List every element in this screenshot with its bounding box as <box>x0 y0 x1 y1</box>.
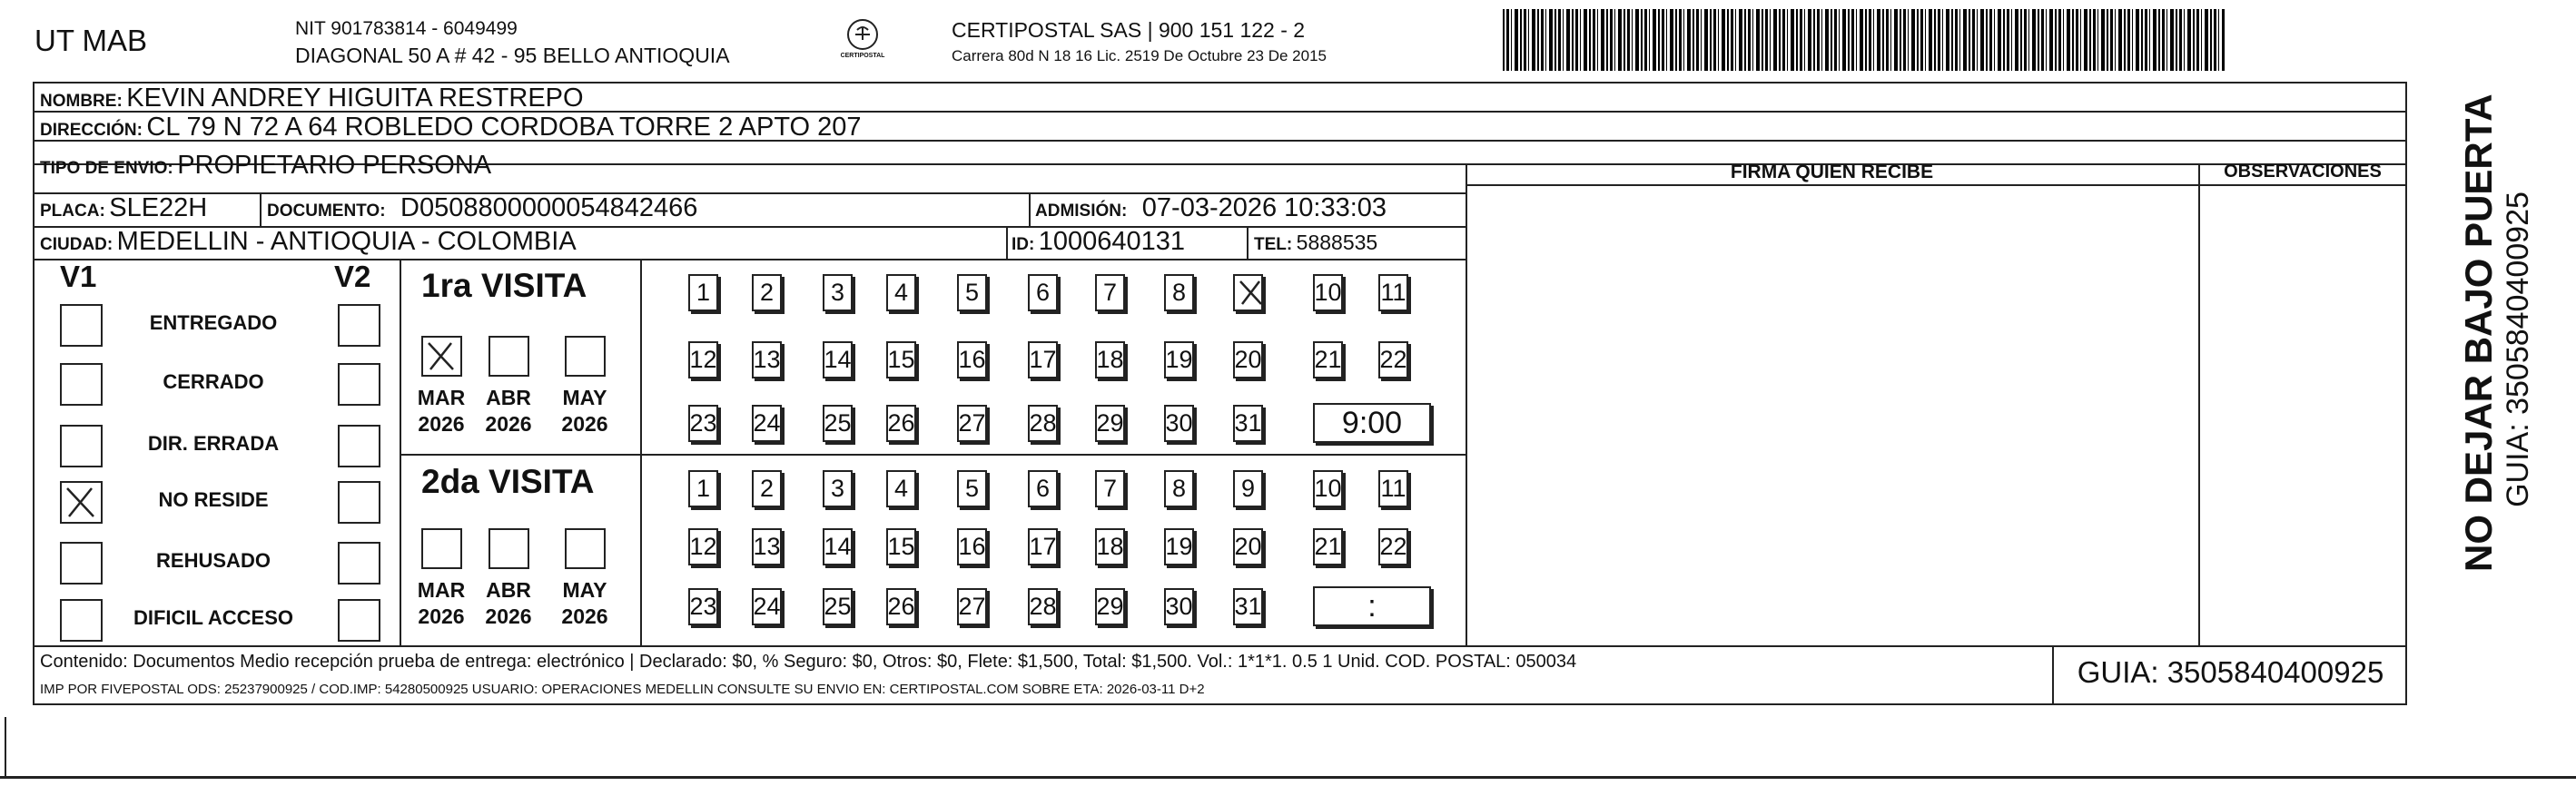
id-label: ID: <box>1012 235 1035 254</box>
month-checkbox[interactable] <box>421 336 462 377</box>
v2-label: V2 <box>334 260 371 293</box>
month-name: MAR <box>417 578 466 602</box>
day-box[interactable]: 20 <box>1233 341 1263 378</box>
v2-checkbox[interactable] <box>338 481 380 524</box>
company-name: CERTIPOSTAL SAS | 900 151 122 - 2 <box>952 18 1306 42</box>
day-box[interactable]: 12 <box>688 341 718 378</box>
day-box[interactable]: 12 <box>688 528 718 565</box>
day-box[interactable]: 17 <box>1028 528 1058 565</box>
day-box[interactable]: 22 <box>1378 341 1408 378</box>
month-checkbox[interactable] <box>489 336 529 377</box>
status-label: DIFICIL ACCESO <box>133 606 293 629</box>
month-label <box>558 385 612 437</box>
day-box[interactable]: 4 <box>886 470 916 507</box>
placa-label: PLACA: <box>40 201 105 221</box>
status-label: ENTREGADO <box>149 311 278 334</box>
day-box[interactable]: 11 <box>1378 274 1408 311</box>
month-year: 2026 <box>485 604 532 628</box>
day-box[interactable]: 29 <box>1095 588 1125 625</box>
month-checkbox[interactable] <box>421 528 462 569</box>
sender-address: DIAGONAL 50 A # 42 - 95 BELLO ANTIOQUIA <box>295 44 730 67</box>
placa-value: SLE22H <box>109 193 208 222</box>
month-year: 2026 <box>561 604 608 628</box>
day-box[interactable]: 1 <box>688 274 718 311</box>
day-box[interactable]: 16 <box>957 341 987 378</box>
day-box[interactable]: 5 <box>957 274 987 311</box>
status-label: DIR. ERRADA <box>147 432 280 455</box>
day-box[interactable]: 8 <box>1164 470 1194 507</box>
id-cell <box>1012 227 1185 257</box>
month-label <box>414 577 469 630</box>
admision-value: 07-03-2026 10:33:03 <box>1141 193 1387 222</box>
month-year: 2026 <box>418 412 465 436</box>
tipo-label: TIPO DE ENVIO: <box>40 159 173 178</box>
day-box[interactable]: 3 <box>823 274 853 311</box>
month-label <box>481 385 536 437</box>
v2-checkbox[interactable] <box>338 304 380 347</box>
v2-checkbox[interactable] <box>338 542 380 585</box>
side-guia: GUIA: 3505840400925 <box>2501 192 2535 507</box>
day-box[interactable]: 2 <box>752 274 782 311</box>
day-box[interactable]: 27 <box>957 405 987 442</box>
nombre-value: KEVIN ANDREY HIGUITA RESTREPO <box>126 84 584 113</box>
day-box[interactable]: 21 <box>1313 341 1343 378</box>
day-box[interactable]: 26 <box>886 405 916 442</box>
handwritten-x-mark <box>1235 276 1268 309</box>
day-box[interactable]: 28 <box>1028 405 1058 442</box>
month-year: 2026 <box>485 412 532 436</box>
status-label: NO RESIDE <box>158 488 269 511</box>
status-label: CERRADO <box>163 370 264 393</box>
month-name: MAY <box>562 578 607 602</box>
day-box[interactable]: 21 <box>1313 528 1343 565</box>
day-box[interactable]: 8 <box>1164 274 1194 311</box>
month-year: 2026 <box>561 412 608 436</box>
nombre-row <box>40 84 584 113</box>
documento-value: D0508800000054842466 <box>400 193 698 222</box>
day-box[interactable]: 24 <box>752 588 782 625</box>
ciudad-value: MEDELLIN - ANTIOQUIA - COLOMBIA <box>116 227 577 256</box>
certipostal-logo <box>835 16 890 66</box>
day-box[interactable]: 7 <box>1095 274 1125 311</box>
day-box[interactable]: 25 <box>823 588 853 625</box>
day-box[interactable]: 18 <box>1095 528 1125 565</box>
time-box[interactable]: : <box>1313 586 1431 626</box>
handwritten-x-mark <box>423 338 460 375</box>
day-box[interactable]: 28 <box>1028 588 1058 625</box>
day-box[interactable]: 31 <box>1233 405 1263 442</box>
month-name: ABR <box>486 386 531 409</box>
tipo-value: PROPIETARIO PERSONA <box>177 151 492 180</box>
firma-header: FIRMA QUIEN RECIBE <box>1730 162 1934 182</box>
day-box[interactable]: 19 <box>1164 341 1194 378</box>
direccion-row <box>40 113 862 142</box>
day-box[interactable]: 19 <box>1164 528 1194 565</box>
month-checkbox[interactable] <box>489 528 529 569</box>
direccion-label: DIRECCIÓN: <box>40 121 143 140</box>
documento-cell <box>267 193 697 223</box>
month-label <box>558 577 612 630</box>
nombre-label: NOMBRE: <box>40 92 123 111</box>
ciudad-label: CIUDAD: <box>40 235 114 254</box>
day-box[interactable]: 11 <box>1378 470 1408 507</box>
day-box[interactable]: 13 <box>752 341 782 378</box>
month-year: 2026 <box>418 604 465 628</box>
day-box[interactable]: 23 <box>688 405 718 442</box>
barcode <box>1503 9 2225 71</box>
day-box[interactable]: 27 <box>957 588 987 625</box>
observaciones-header: OBSERVACIONES <box>2224 162 2382 182</box>
day-box[interactable]: 18 <box>1095 341 1125 378</box>
tel-value: 5888535 <box>1296 231 1378 254</box>
day-box[interactable]: 4 <box>886 274 916 311</box>
admision-cell <box>1035 193 1387 223</box>
ciudad-cell <box>40 227 577 257</box>
month-name: MAY <box>562 386 607 409</box>
v2-checkbox[interactable] <box>338 425 380 467</box>
day-box[interactable]: 6 <box>1028 274 1058 311</box>
day-box[interactable]: 3 <box>823 470 853 507</box>
second-visit-title: 2da VISITA <box>421 463 595 500</box>
day-box[interactable]: 6 <box>1028 470 1058 507</box>
day-box[interactable]: 13 <box>752 528 782 565</box>
day-box[interactable]: 26 <box>886 588 916 625</box>
day-box[interactable]: 22 <box>1378 528 1408 565</box>
v2-checkbox[interactable] <box>338 599 380 642</box>
sender-nit: NIT 901783814 - 6049499 <box>295 18 518 39</box>
contenido-text: Contenido: Documentos Medio recepción prueba de entrega: electrónico | Declarado: $0, % Seguro: $0, Otros: $0, Flete: $1,500, Total: $1,500. Vol.: 1*1*1. 0.5 1 Unid. COD. POSTAL: 050034 <box>40 652 1577 672</box>
day-box[interactable]: 2 <box>752 470 782 507</box>
day-box[interactable]: 7 <box>1095 470 1125 507</box>
day-box[interactable]: 20 <box>1233 528 1263 565</box>
day-box[interactable]: 5 <box>957 470 987 507</box>
placa-cell <box>40 193 207 223</box>
time-box[interactable]: 9:00 <box>1313 403 1431 443</box>
documento-label: DOCUMENTO: <box>267 201 386 221</box>
day-box[interactable]: 16 <box>957 528 987 565</box>
day-box[interactable]: 30 <box>1164 405 1194 442</box>
day-box[interactable]: 24 <box>752 405 782 442</box>
day-box[interactable]: 31 <box>1233 588 1263 625</box>
sender-name: UT MAB <box>35 24 148 57</box>
logo-text: CERTIPOSTAL <box>840 53 885 59</box>
day-box[interactable]: 25 <box>823 405 853 442</box>
v1-label: V1 <box>60 260 97 293</box>
day-box[interactable]: 15 <box>886 341 916 378</box>
footer-guia: GUIA: 3505840400925 <box>2077 655 2384 689</box>
day-box[interactable]: 9 <box>1233 470 1263 507</box>
day-box[interactable]: 17 <box>1028 341 1058 378</box>
tel-cell <box>1254 231 1377 255</box>
month-name: ABR <box>486 578 531 602</box>
day-box[interactable]: 14 <box>823 528 853 565</box>
day-box[interactable]: 14 <box>823 341 853 378</box>
tipo-row <box>40 151 491 181</box>
v2-checkbox[interactable] <box>338 363 380 406</box>
day-box[interactable]: 29 <box>1095 405 1125 442</box>
month-label <box>481 577 536 630</box>
no-dejar-warning: NO DEJAR BAJO PUERTA <box>2457 93 2500 572</box>
month-checkbox[interactable] <box>565 528 606 569</box>
day-box[interactable]: 10 <box>1313 274 1343 311</box>
day-box[interactable]: 30 <box>1164 588 1194 625</box>
status-label: REHUSADO <box>156 549 271 572</box>
day-box[interactable]: 10 <box>1313 470 1343 507</box>
month-name: MAR <box>417 386 466 409</box>
month-checkbox[interactable] <box>565 336 606 377</box>
day-box[interactable] <box>1233 274 1263 311</box>
day-box[interactable]: 1 <box>688 470 718 507</box>
day-box[interactable]: 15 <box>886 528 916 565</box>
company-address: Carrera 80d N 18 16 Lic. 2519 De Octubre 23 De 2015 <box>952 47 1327 64</box>
tel-label: TEL: <box>1254 235 1293 254</box>
direccion-value: CL 79 N 72 A 64 ROBLEDO CORDOBA TORRE 2 APTO 207 <box>146 113 862 142</box>
first-visit-title: 1ra VISITA <box>421 267 587 304</box>
month-label <box>414 385 469 437</box>
id-value: 1000640131 <box>1038 227 1186 256</box>
day-box[interactable]: 23 <box>688 588 718 625</box>
imp-text: IMP POR FIVEPOSTAL ODS: 25237900925 / COD.IMP: 54280500925 USUARIO: OPERACIONES MEDELLIN CONSULTE SU ENVIO EN: CERTIPOSTAL.COM SOBRE ETA: 2026-03-11 D+2 <box>40 682 1205 697</box>
admision-label: ADMISIÓN: <box>1035 201 1128 221</box>
